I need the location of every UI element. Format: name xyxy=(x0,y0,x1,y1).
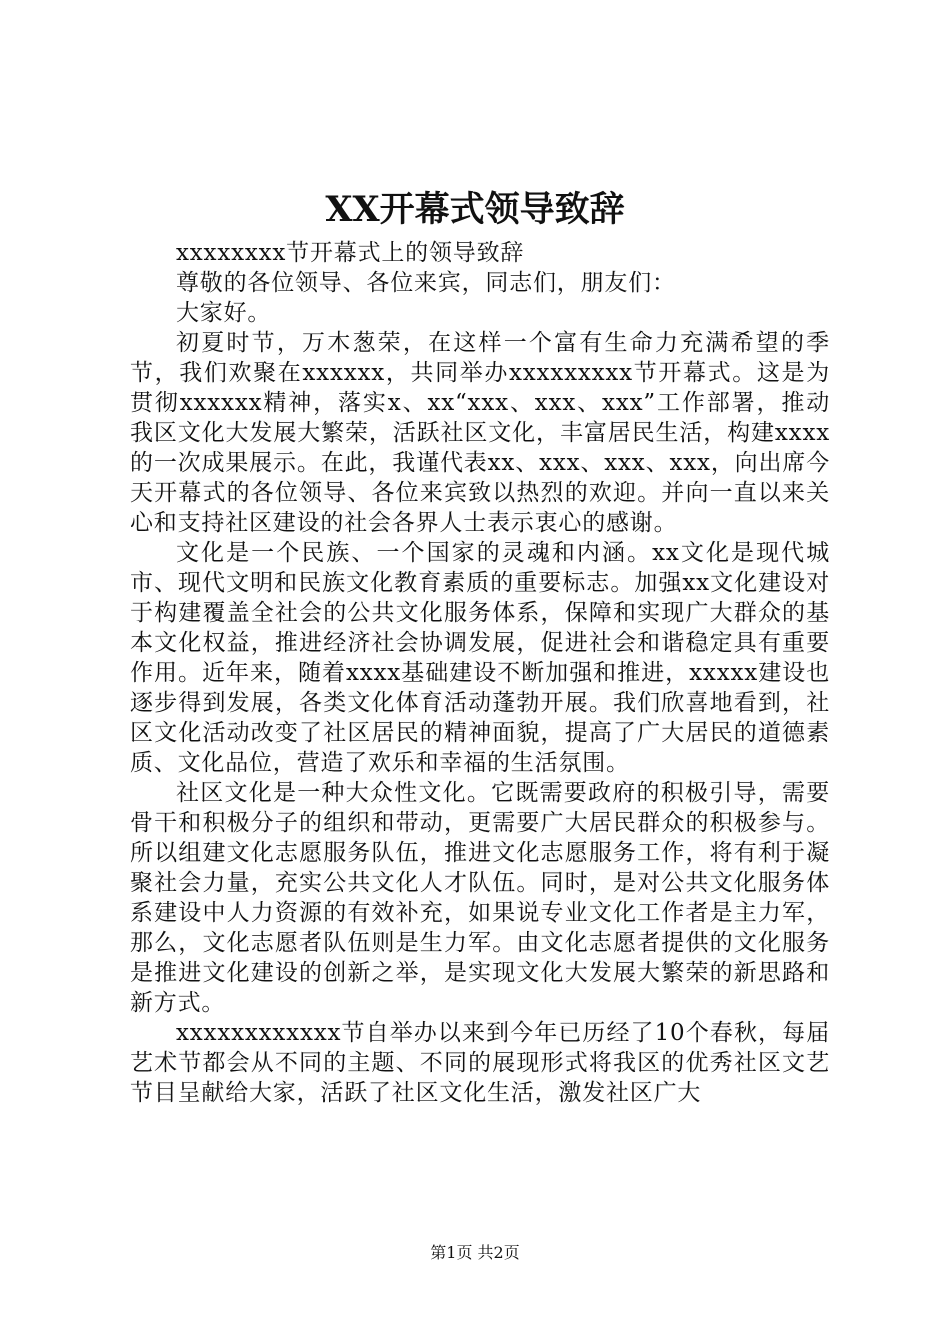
paragraph: 社区文化是一种大众性文化。它既需要政府的积极引导，需要骨干和积极分子的组织和带动，更需要广大居民群众的积极参与。所以组建文化志愿服务队伍，推进文化志愿服务工作，将有利于凝聚社会力量，充实公共文化人才队伍。同时，是对公共文化服务体系建设中人力资源的有效补充，如果说专业文化工作者是主力军，那么，文化志愿者队伍则是生力军。由文化志愿者提供的文化服务是推进文化建设的创新之举，是实现文化大发展大繁荣的新思路和新方式。 xyxy=(130,780,830,1016)
paragraph-greeting: 大家好。 xyxy=(176,300,272,326)
page-title: XX开幕式领导致辞 xyxy=(325,189,625,230)
page-footer: 第1页 共2页 xyxy=(430,1243,520,1262)
paragraph: 初夏时节，万木葱荣，在这样一个富有生命力充满希望的季节，我们欢聚在xxxxxx，共同举办xxxxxxxxx节开幕式。这是为贯彻xxxxxx精神，落实x、xx“xxx、xxx、xxx”工作部署，推动我区文化大发展大繁荣，活跃社区文化，丰富居民生活，构建xxxx的一次成果展示。在此，我谨代表xx、xxx、xxx、xxx，向出席今天开幕式的各位领导、各位来宾致以热烈的欢迎。并向一直以来关心和支持社区建设的社会各界人士表示衷心的感谢。 xyxy=(130,330,830,536)
paragraph-heading-line: xxxxxxxx节开幕式上的领导致辞 xyxy=(176,240,525,266)
paragraph: xxxxxxxxxxxx节自举办以来到今年已历经了10个春秋，每届艺术节都会从不同的主题、不同的展现形式将我区的优秀社区文艺节目呈献给大家，活跃了社区文化生活，激发社区广大 xyxy=(130,1020,830,1106)
paragraph-salutation: 尊敬的各位领导、各位来宾，同志们，朋友们： xyxy=(176,270,676,296)
paragraph: 文化是一个民族、一个国家的灵魂和内涵。xx文化是现代城市、现代文明和民族文化教育素质的重要标志。加强xx文化建设对于构建覆盖全社会的公共文化服务体系，保障和实现广大群众的基本文化权益，推进经济社会协调发展，促进社会和谐稳定具有重要作用。近年来，随着xxxx基础建设不断加强和推进，xxxxx建设也逐步得到发展，各类文化体育活动蓬勃开展。我们欣喜地看到，社区文化活动改变了社区居民的精神面貌，提高了广大居民的道德素质、文化品位，营造了欢乐和幸福的生活氛围。 xyxy=(130,540,830,776)
document-body xyxy=(130,238,830,1108)
